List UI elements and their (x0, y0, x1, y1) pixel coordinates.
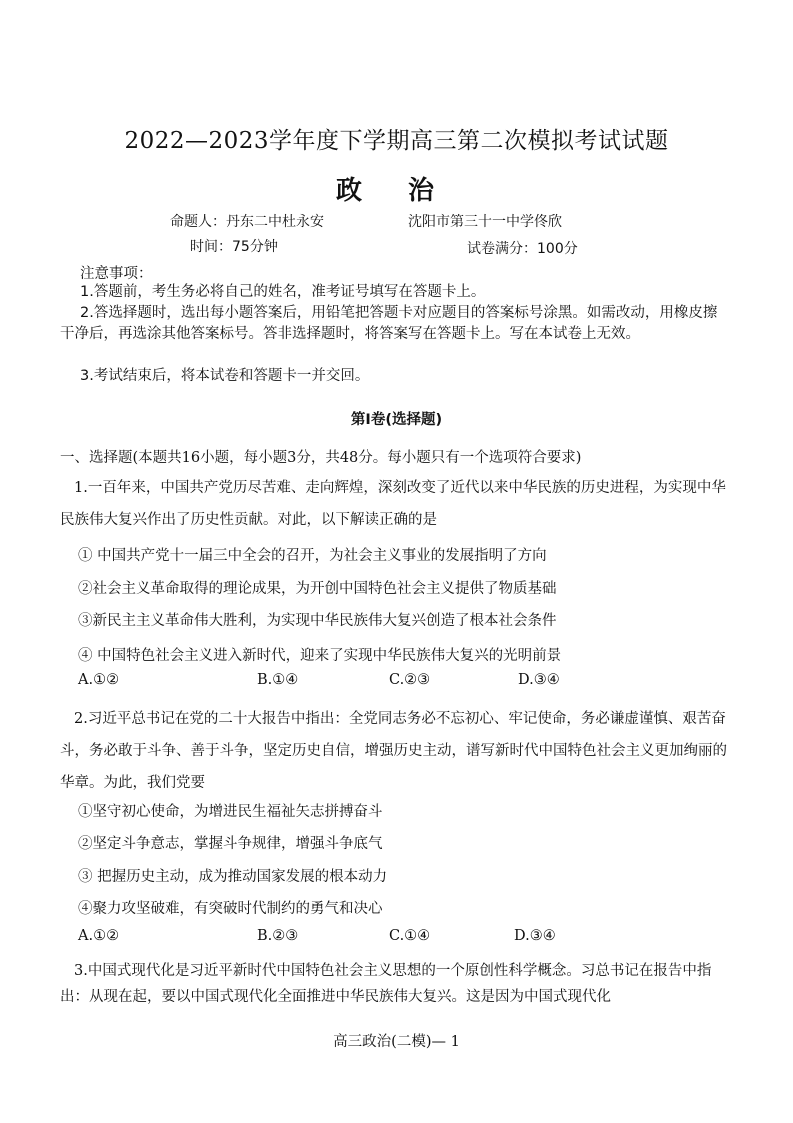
question-1-option-b: B.①④ (257, 672, 299, 688)
question-2-stem: 2.习近平总书记在党的二十大报告中指出：全党同志务必不忘初心、牢记使命，务必谦虚谨慎、艰苦奋斗，务必敢于斗争、善于斗争，坚定历史自信，增强历史主动，谱写新时代中国特色社会主义更加绚丽的华章。为此，我们党要 (60, 711, 727, 791)
question-2-statement-2: ②坚定斗争意志，掌握斗争规律，增强斗争底气 (78, 836, 383, 852)
notes-item-3: 3.考试结束后，将本试卷和答题卡一并交回。 (80, 368, 370, 384)
notes-heading: 注意事项： (80, 266, 153, 282)
section-instruction: 一、选择题(本题共16小题，每小题3分，共48分。每小题只有一个选项符合要求) (60, 450, 582, 466)
question-2-option-a: A.①② (78, 928, 120, 944)
question-2-statement-1: ①坚守初心使命，为增进民生福祉矢志拼搏奋斗 (78, 804, 383, 820)
notes-item-1: 1.答题前，考生务必将自己的姓名，准考证号填写在答题卡上。 (80, 284, 486, 300)
question-2-option-d: D.③④ (514, 928, 556, 944)
author-2: 沈阳市第三十一中学佟欣 (408, 214, 562, 230)
section-title: 第Ⅰ卷(选择题) (350, 412, 443, 428)
exam-time: 时间：75分钟 (190, 239, 278, 255)
question-2-option-c: C.①④ (389, 928, 431, 944)
question-1-statement-3: ③新民主主义革命伟大胜利，为实现中华民族伟大复兴创造了根本社会条件 (78, 613, 557, 629)
question-1-option-c: C.②③ (389, 672, 431, 688)
notes-item-2: 2.答选择题时，选出每小题答案后，用铅笔把答题卡对应题目的答案标号涂黑。如需改动，用橡皮擦干净后，再选涂其他答案标号。答非选择题时，将答案写在答题卡上。写在本试卷上无效。 (60, 305, 718, 342)
question-1-statement-2: ②社会主义革命取得的理论成果，为开创中国特色社会主义提供了物质基础 (78, 581, 557, 597)
question-2-statement-4: ④聚力攻坚破难，有突破时代制约的勇气和决心 (78, 901, 383, 917)
exam-score: 试卷满分：100分 (467, 241, 578, 257)
question-3-stem: 3.中国式现代化是习近平新时代中国特色社会主义思想的一个原创性科学概念。习总书记在报告中指出：从现在起，要以中国式现代化全面推进中华民族伟大复兴。这是因为中国式现代化 (60, 963, 712, 1005)
page-footer: 高三政治(二模)— 1 (333, 1034, 460, 1050)
question-1-option-a: A.①② (78, 672, 120, 688)
exam-title: 2022—2023学年度下学期高三第二次模拟考试试题 (124, 128, 669, 154)
question-1-statement-4: ④ 中国特色社会主义进入新时代，迎来了实现中华民族伟大复兴的光明前景 (78, 648, 562, 664)
subject-title: 政治 (335, 176, 480, 206)
question-1-option-d: D.③④ (518, 672, 560, 688)
author-1: 命题人：丹东二中杜永安 (170, 214, 324, 230)
question-1-stem: 1.一百年来，中国共产党历尽苦难、走向辉煌，深刻改变了近代以来中华民族的历史进程，为实现中华民族伟大复兴作出了历史性贡献。对此，以下解读正确的是 (60, 480, 726, 528)
question-2-statement-3: ③ 把握历史主动，成为推动国家发展的根本动力 (78, 869, 388, 885)
question-1-statement-1: ① 中国共产党十一届三中全会的召开，为社会主义事业的发展指明了方向 (78, 548, 547, 564)
question-2-option-b: B.②③ (257, 928, 299, 944)
